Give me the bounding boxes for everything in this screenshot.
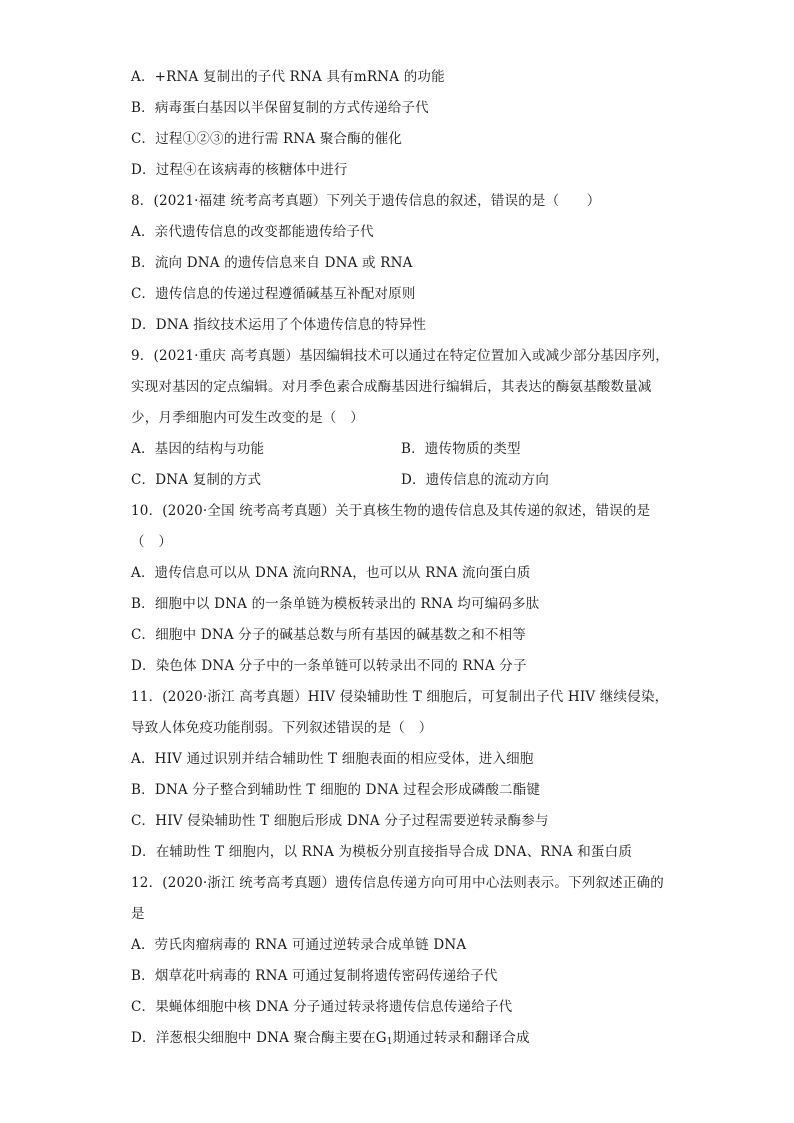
q7-option-c: C．过程①②③的进行需 RNA 聚合酶的催化	[131, 131, 403, 147]
q7-option-b: B．病毒蛋白基因以半保留复制的方式传递给子代	[131, 100, 429, 116]
q10-stem-line-2: （ ）	[131, 534, 173, 550]
q11-option-d: D．在辅助性 T 细胞内，以 RNA 为模板分别直接指导合成 DNA、RNA 和蛋白质	[131, 844, 633, 860]
q11-option-a: A．HIV 通过识别并结合辅助性 T 细胞表面的相应受体，进入细胞	[131, 751, 534, 767]
q11-option-c: C．HIV 侵染辅助性 T 细胞后形成 DNA 分子过程需要逆转录酶参与	[131, 813, 549, 829]
q9-option-a: A．基因的结构与功能	[131, 441, 265, 457]
q9-option-d: D．遗传信息的流动方向	[401, 472, 550, 488]
question-9	[131, 341, 671, 496]
q8-option-d: D．DNA 指纹技术运用了个体遗传信息的特异性	[131, 317, 427, 333]
q10-option-a: A．遗传信息可以从 DNA 流向RNA，也可以从 RNA 流向蛋白质	[131, 565, 531, 581]
q12-option-d-prefix: D．洋葱根尖细胞中 DNA 聚合酶主要在	[131, 1030, 376, 1046]
q12-option-d-phase-subscript: 1	[386, 1037, 393, 1047]
q8-option-c: C．遗传信息的传递过程遵循碱基互补配对原则	[131, 286, 416, 302]
question-12	[131, 868, 671, 1054]
q10-stem-line-1: 10．(2020·全国 统考高考真题）关于真核生物的遗传信息及其传递的叙述，错误的是	[131, 503, 651, 519]
q9-stem-line-1: 9．(2021·重庆 高考真题）基因编辑技术可以通过在特定位置加入或减少部分基因序列，	[131, 348, 669, 364]
q9-option-b: B．遗传物质的类型	[401, 441, 521, 457]
q12-option-b: B．烟草花叶病毒的 RNA 可通过复制将遗传密码传递给子代	[131, 968, 498, 984]
q12-option-a: A．劳氏肉瘤病毒的 RNA 可通过逆转录合成单链 DNA	[131, 937, 467, 953]
q8-option-b: B．流向 DNA 的遗传信息来自 DNA 或 RNA	[131, 255, 413, 271]
question-8	[131, 186, 671, 341]
q9-stem-line-3: 少，月季细胞内可发生改变的是（ ）	[131, 410, 364, 426]
question-7-options	[131, 62, 671, 186]
question-11	[131, 682, 671, 868]
q12-option-d	[131, 1023, 671, 1054]
q12-stem-line-2: 是	[131, 906, 145, 922]
q12-option-d-suffix: 期通过转录和翻译合成	[392, 1030, 530, 1046]
q11-stem-line-1: 11．(2020·浙江 高考真题）HIV 侵染辅助性 T 细胞后，可复制出子代 HIV 继续侵染，	[131, 689, 669, 705]
q12-option-d-phase: G	[375, 1030, 387, 1046]
q8-option-a: A．亲代遗传信息的改变都能遗传给子代	[131, 224, 374, 240]
q12-stem-line-1: 12．(2020·浙江 统考高考真题）遗传信息传递方向可用中心法则表示。下列叙述正确的	[131, 875, 664, 891]
q7-option-a: A．+RNA 复制出的子代 RNA 具有mRNA 的功能	[131, 69, 445, 85]
q11-option-b: B．DNA 分子整合到辅助性 T 细胞的 DNA 过程会形成磷酸二酯键	[131, 782, 541, 798]
q9-stem-line-2: 实现对基因的定点编辑。对月季色素合成酶基因进行编辑后，其表达的酶氨基酸数量减	[131, 379, 652, 395]
q9-options-row-1	[131, 434, 671, 465]
q11-stem-line-2: 导致人体免疫功能削弱。下列叙述错误的是（ ）	[131, 720, 433, 736]
document-page	[131, 62, 671, 1054]
q10-option-d: D．染色体 DNA 分子中的一条单链可以转录出不同的 RNA 分子	[131, 658, 527, 674]
q9-options-row-2	[131, 465, 671, 496]
q10-option-c: C．细胞中 DNA 分子的碱基总数与所有基因的碱基数之和不相等	[131, 627, 526, 643]
question-10	[131, 496, 671, 682]
q12-option-c: C．果蝇体细胞中核 DNA 分子通过转录将遗传信息传递给子代	[131, 999, 513, 1015]
q7-option-d: D．过程④在该病毒的核糖体中进行	[131, 162, 348, 178]
q8-stem: 8．(2021·福建 统考高考真题）下列关于遗传信息的叙述，错误的是（ ）	[131, 193, 601, 209]
q9-option-c: C．DNA 复制的方式	[131, 472, 262, 488]
q10-option-b: B．细胞中以 DNA 的一条单链为模板转录出的 RNA 均可编码多肽	[131, 596, 540, 612]
